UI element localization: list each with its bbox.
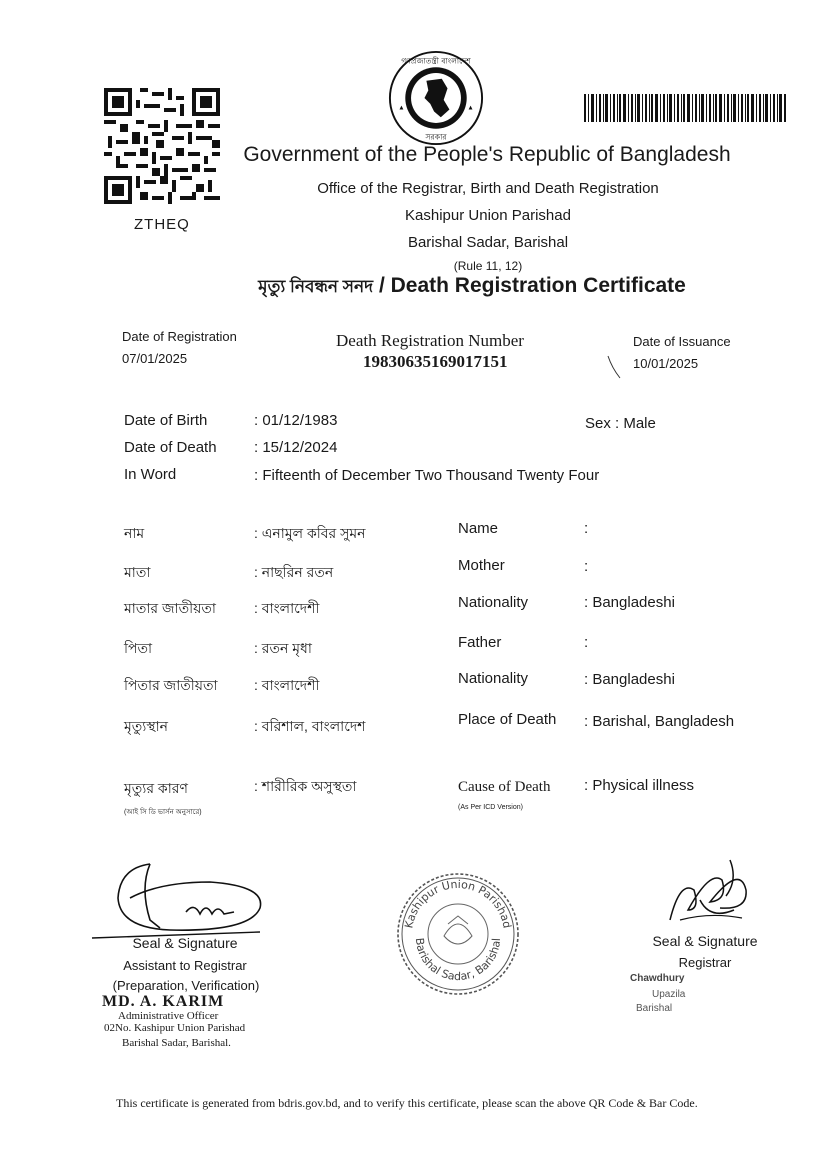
name-en-label: Name: [458, 520, 499, 537]
name-bn-value: : এনামুল কবির সুমন: [254, 525, 366, 541]
left-stamp-line3: Barishal Sadar, Barishal.: [122, 1037, 231, 1049]
pen-mark-icon: [606, 354, 624, 380]
left-role-sub: (Preparation, Verification): [112, 978, 260, 993]
death-cause-en-note: (As Per ICD Version): [458, 804, 523, 811]
barcode: [584, 94, 786, 122]
dob-label: Date of Birth: [124, 412, 208, 429]
left-stamp-line2: 02No. Kashipur Union Parishad: [104, 1022, 246, 1034]
issuance-date-value: 10/01/2025: [633, 356, 699, 371]
right-seal-label: Seal & Signature: [652, 933, 758, 949]
right-stamp-line2: Upazila: [652, 989, 686, 1000]
mother-en-value: :: [584, 558, 589, 575]
death-cause-en-value: : Physical illness: [584, 777, 695, 794]
seal-top-text: Kashipur Union Parishad: [402, 877, 514, 930]
left-stamp-line1: Administrative Officer: [118, 1010, 219, 1022]
name-en-value: :: [584, 520, 589, 537]
certificate-title-en: Death Registration Certificate: [390, 274, 686, 297]
registration-number-value: 19830635169017151: [363, 352, 508, 371]
mother-nationality-bn-label: মাতার জাতীয়তা: [124, 600, 216, 616]
left-role: Assistant to Registrar: [123, 958, 247, 973]
left-seal-label: Seal & Signature: [132, 935, 238, 951]
mother-en-label: Mother: [458, 557, 505, 574]
mother-nationality-en-value: : Bangladeshi: [584, 594, 675, 611]
dod-value: : 15/12/2024: [254, 439, 338, 456]
mother-bn-label: মাতা: [124, 564, 151, 580]
death-cause-en-label: Cause of Death: [458, 779, 551, 795]
office-title: Office of the Registrar, Birth and Death Registration: [317, 180, 659, 197]
father-bn-label: পিতা: [124, 640, 153, 656]
government-title: Government of the People's Republic of Bangladesh: [243, 143, 731, 166]
right-stamp-line1: Chawdhury: [630, 973, 685, 984]
death-place-en-label: Place of Death: [458, 711, 557, 728]
in-word-label: In Word: [124, 466, 177, 483]
registration-date-value: 07/01/2025: [122, 351, 188, 366]
father-en-label: Father: [458, 634, 502, 651]
mother-nationality-bn-value: : বাংলাদেশী: [254, 600, 320, 616]
union-parishad-seal-icon: [394, 872, 522, 996]
certificate-title-bn: মৃত্যু নিবন্ধন সনদ: [258, 277, 374, 296]
emblem-top-text: গণপ্রজাতন্ত্রী বাংলাদেশ: [401, 56, 471, 66]
mother-nationality-en-label: Nationality: [458, 594, 529, 611]
death-place-bn-value: : বরিশাল, বাংলাদেশ: [254, 718, 366, 734]
dod-label: Date of Death: [124, 439, 217, 456]
death-cause-bn-value: : শারীরিক অসুস্থতা: [254, 778, 357, 794]
father-bn-value: : রতন মৃধা: [254, 640, 312, 656]
registration-date-label: Date of Registration: [122, 329, 237, 344]
death-cause-bn-note: (আই সি ডি ভার্সন অনুসারে): [124, 809, 202, 816]
emblem-bottom-text: সরকার: [425, 132, 447, 142]
registrar-signature-icon: [650, 850, 760, 930]
certificate-title: [0, 274, 814, 302]
government-emblem-icon: [388, 50, 484, 146]
location-name: Barishal Sadar, Barishal: [407, 234, 569, 251]
death-cause-bn-label: মৃত্যুর কারণ: [124, 780, 188, 796]
dob-value: : 01/12/1983: [254, 412, 338, 429]
union-name: Kashipur Union Parishad: [405, 207, 571, 224]
father-nationality-en-label: Nationality: [458, 670, 529, 687]
mother-bn-value: : নাছরিন রতন: [254, 564, 334, 580]
left-stamp-name: MD. A. KARIM: [102, 993, 225, 1010]
death-place-bn-label: মৃত্যুস্থান: [124, 718, 169, 734]
name-bn-label: নাম: [124, 525, 145, 541]
registration-number-label: Death Registration Number: [336, 331, 524, 350]
father-nationality-en-value: : Bangladeshi: [584, 671, 675, 688]
death-place-en-value: : Barishal, Bangladesh: [584, 713, 735, 730]
in-word-value: : Fifteenth of December Two Thousand Twenty Four: [254, 467, 600, 484]
certificate-title-separator: /: [378, 274, 385, 297]
seal-bottom-text: Barishal Sadar, Barishal: [412, 937, 504, 984]
right-role: Registrar: [678, 955, 732, 970]
father-nationality-bn-value: : বাংলাদেশী: [254, 677, 320, 693]
qr-code-text: ZTHEQ: [134, 216, 190, 233]
sex-value: Sex : Male: [585, 415, 656, 432]
assistant-signature-icon: [90, 858, 270, 942]
father-en-value: :: [584, 634, 589, 651]
issuance-date-label: Date of Issuance: [633, 334, 731, 349]
rule-reference: (Rule 11, 12): [453, 259, 523, 273]
footer-note: This certificate is generated from bdris.gov.bd, and to verify this certificate, please scan the above QR Code & Bar Code.: [116, 1096, 698, 1110]
right-stamp-line3: Barishal: [636, 1003, 673, 1014]
father-nationality-bn-label: পিতার জাতীয়তা: [124, 677, 218, 693]
